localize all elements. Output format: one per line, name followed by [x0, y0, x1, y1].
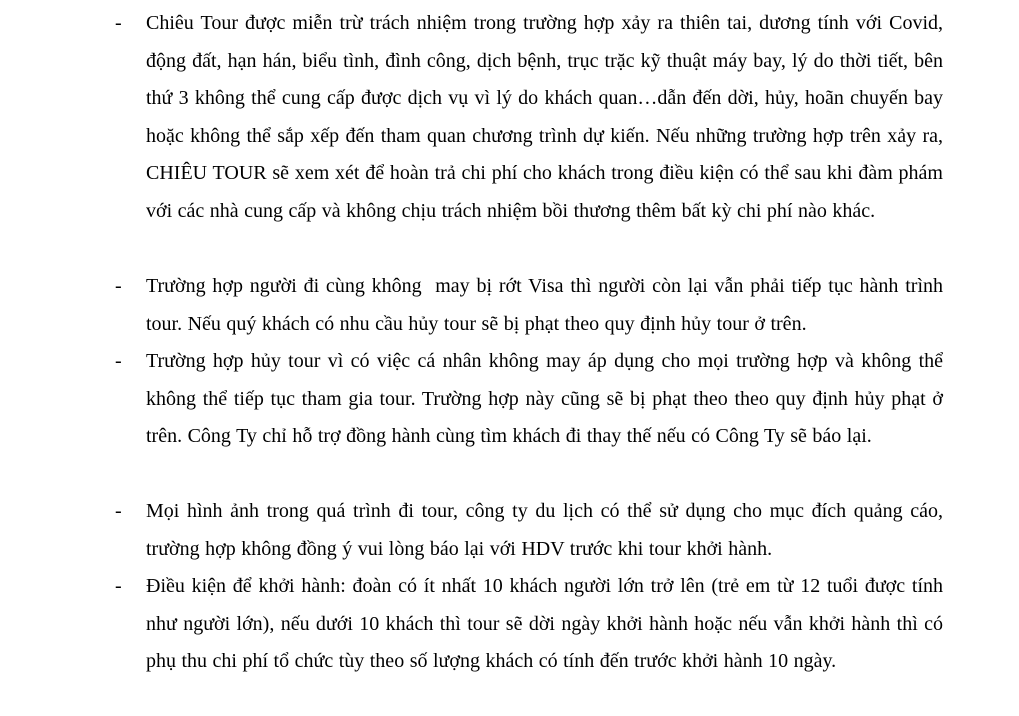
bullet-dash: -: [115, 12, 122, 34]
list-item-text: Điều kiện để khởi hành: đoàn có ít nhất 10 khách người lớn trở lên (trẻ em từ 12 tuổi được tính như người lớn), nếu dưới 10 khách thì tour sẽ dời ngày khởi hành hoặc nếu vẫn khởi hành thì có phụ thu chi phí tổ chức tùy theo số lượng khách có tính đến trước khởi hành 10 ngày.: [146, 575, 949, 673]
list-item-text: Trường hợp hủy tour vì có việc cá nhân không may áp dụng cho mọi trường hợp và không thể không thể tiếp tục tham gia tour. Trường hợp này cũng sẽ bị phạt theo theo quy định hủy phạt ở trên. Công Ty chỉ hỗ trợ đồng hành cùng tìm khách đi thay thế nếu có Công Ty sẽ báo lại.: [146, 350, 949, 448]
bullet-dash: -: [115, 575, 122, 597]
list-item-text: Chiêu Tour được miễn trừ trách nhiệm trong trường hợp xảy ra thiên tai, dương tính với Covid, động đất, hạn hán, biểu tình, đình công, dịch bệnh, trục trặc kỹ thuật máy bay, lý do thời tiết, bên thứ 3 không thể cung cấp được dịch vụ vì lý do khách quan…dẫn đến dời, hủy, hoãn chuyến bay hoặc không thể sắp xếp đến tham quan chương trình dự kiến. Nếu những trường hợp trên xảy ra, CHIÊU TOUR sẽ xem xét để hoàn trả chi phí cho khách trong điều kiện có thể sau khi đàm phám với các nhà cung cấp và không chịu trách nhiệm bồi thương thêm bất kỳ chi phí nào khác.: [146, 12, 949, 222]
bullet-dash: -: [115, 500, 122, 522]
list-item-text: Mọi hình ảnh trong quá trình đi tour, công ty du lịch có thể sử dụng cho mục đích quảng cáo, trường hợp không đồng ý vui lòng báo lại với HDV trước khi tour khởi hành.: [146, 500, 949, 560]
bullet-dash: -: [115, 350, 122, 372]
bullet-dash: -: [115, 275, 122, 297]
list-item-text: Trường hợp người đi cùng không may bị rớt Visa thì người còn lại vẫn phải tiếp tục hành trình tour. Nếu quý khách có nhu cầu hủy tour sẽ bị phạt theo quy định hủy tour ở trên.: [146, 275, 949, 335]
